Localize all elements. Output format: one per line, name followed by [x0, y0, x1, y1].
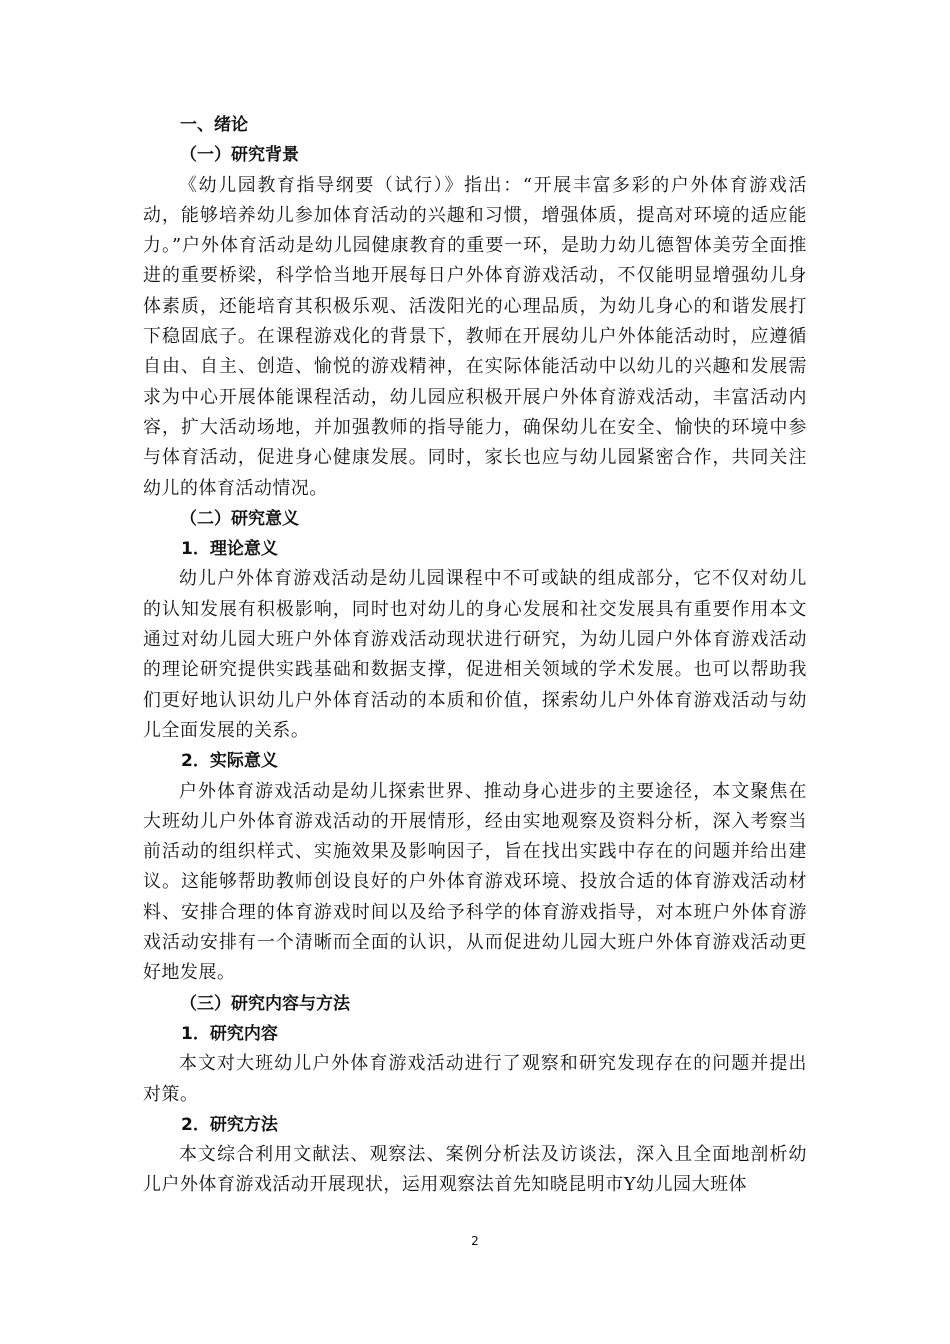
page-number: 2: [471, 1234, 479, 1248]
paragraph-theoretical-significance: 幼儿户外体育游戏活动是幼儿园课程中不可或缺的组成部分，它不仅对幼儿的认知发展有积极影响，同时也对幼儿的身心发展和社交发展具有重要作用本文通过对幼儿园大班户外体育游戏活动现状进行研究，为幼儿园户外体育游戏活动的理论研究提供实践基础和数据支撑，促进相关领域的学术发展。也可以帮助我们更好地认识幼儿户外体育活动的本质和价值，探索幼儿户外体育游戏活动与幼儿全面发展的关系。: [143, 568, 807, 741]
section-heading-intro: 一、绪论: [180, 115, 248, 135]
paragraph-research-methods: 本文综合利用文献法、观察法、案例分析法及访谈法，深入且全面地剖析幼儿户外体育游戏活动开展现状，运用观察法首先知晓昆明市Y幼儿园大班体: [143, 1144, 807, 1196]
paragraph-practical-significance: 户外体育游戏活动是幼儿探索世界、推动身心进步的主要途径，本文聚焦在大班幼儿户外体育游戏活动的开展情形，经由实地观察及资料分析，深入考察当前活动的组织样式、实施效果及影响因子，旨在找出实践中存在的问题并给出建议。这能够帮助教师创设良好的户外体育游戏环境、投放合适的体育游戏活动材料、安排合理的体育游戏时间以及给予科学的体育游戏指导，对本班户外体育游戏活动安排有一个清晰而全面的认识，从而促进幼儿园大班户外体育游戏活动更好地发展。: [143, 780, 807, 984]
heading-practical-significance: 2．实际意义: [181, 751, 278, 772]
paragraph-research-content: 本文对大班幼儿户外体育游戏活动进行了观察和研究发现存在的问题并提出对策。: [143, 1053, 807, 1105]
subsection-heading-background: （一）研究背景: [180, 145, 299, 166]
paragraph-background: 《幼儿园教育指导纲要（试行）》指出：“开展丰富多彩的户外体育游戏活动，能够培养幼儿参加体育活动的兴趣和习惯，增强体质，提高对环境的适应能力。”户外体育活动是幼儿园健康教育的重要一环，是助力幼儿德智体美劳全面推进的重要桥梁，科学恰当地开展每日户外体育游戏活动，不仅能明显增强幼儿身体素质，还能培育其积极乐观、活泼阳光的心理品质，为幼儿身心的和谐发展打下稳固底子。在课程游戏化的背景下，教师在开展幼儿户外体能活动时，应遵循自由、自主、创造、愉悦的游戏精神，在实际体能活动中以幼儿的兴趣和发展需求为中心开展体能课程活动，幼儿园应积极开展户外体育游戏活动，丰富活动内容，扩大活动场地，并加强教师的指导能力，确保幼儿在安全、愉快的环境中参与体育活动，促进身心健康发展。同时，家长也应与幼儿园紧密合作，共同关注幼儿的体育活动情况。: [143, 174, 807, 499]
heading-research-methods: 2．研究方法: [181, 1114, 278, 1135]
subsection-heading-content-methods: （三）研究内容与方法: [180, 993, 350, 1014]
heading-theoretical-significance: 1．理论意义: [181, 539, 278, 560]
subsection-heading-significance: （二）研究意义: [180, 508, 299, 529]
heading-research-content: 1．研究内容: [181, 1023, 278, 1044]
document-body: [143, 110, 807, 1201]
